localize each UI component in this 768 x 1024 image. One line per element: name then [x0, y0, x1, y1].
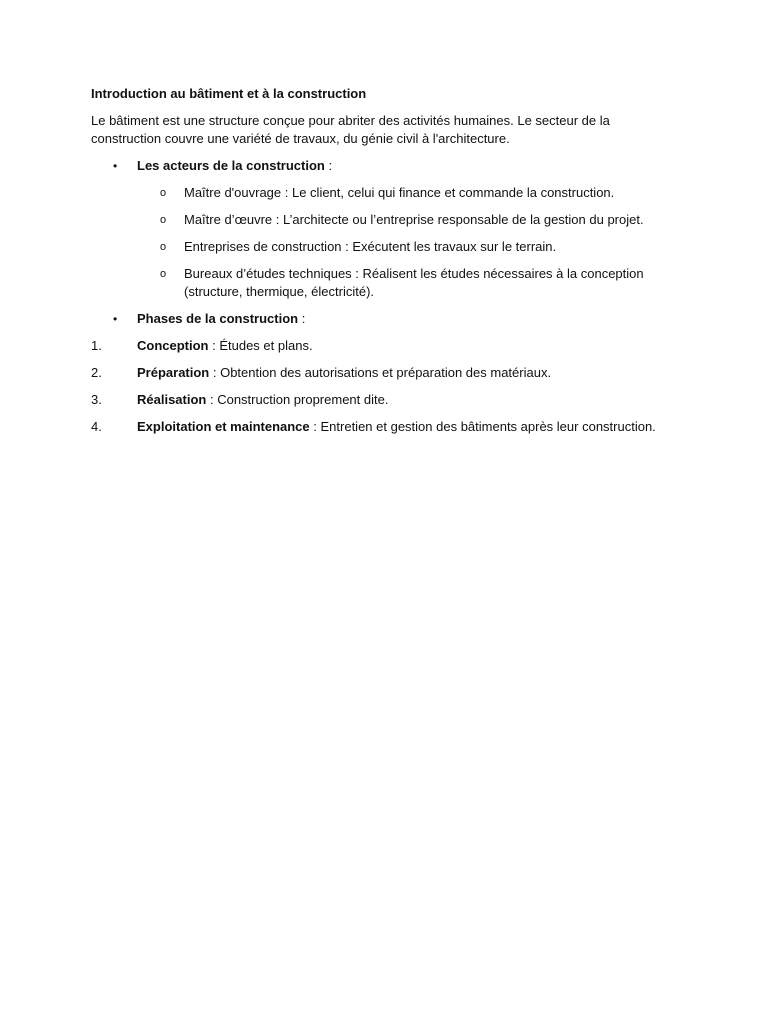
intro-paragraph: Le bâtiment est une structure conçue pour abriter des activités humaines. Le secteur de la construction couvre une variété de travaux, du génie civil à l'architecture. [91, 113, 610, 146]
item-description: : Construction proprement dite. [206, 392, 389, 407]
numbered-item [91, 418, 681, 436]
circle-bullet-icon: o [160, 241, 167, 253]
numbered-item [91, 337, 681, 355]
section-phases-label: Phases de la construction [137, 311, 299, 326]
list-item-text: Bureaux d’études techniques : Réalisent les études nécessaires à la conception (structure, thermique, électricité). [184, 266, 644, 299]
item-number: 3. [91, 392, 102, 407]
list-item-text: Maître d'ouvrage : Le client, celui qui finance et commande la construction. [184, 185, 615, 200]
section-actors-suffix: : [324, 158, 333, 173]
item-number: 1. [91, 338, 102, 353]
numbered-item [91, 364, 681, 382]
item-term: Préparation [137, 365, 210, 380]
list-item [91, 265, 681, 301]
item-number: 4. [91, 419, 102, 434]
item-number: 2. [91, 365, 102, 380]
bullet-icon: • [113, 312, 118, 326]
list-item [91, 211, 681, 229]
list-item-text: Maître d’œuvre : L’architecte ou l’entreprise responsable de la gestion du projet. [184, 212, 644, 227]
section-actors-heading [91, 157, 681, 175]
document-title: Introduction au bâtiment et à la construction [91, 86, 367, 101]
item-description: : Obtention des autorisations et préparation des matériaux. [209, 365, 552, 380]
item-description: : Entretien et gestion des bâtiments après leur construction. [309, 419, 656, 434]
document-page [91, 85, 681, 445]
numbered-item [91, 391, 681, 409]
list-item [91, 184, 681, 202]
actors-list [91, 184, 681, 301]
item-description: : Études et plans. [208, 338, 313, 353]
circle-bullet-icon: o [160, 187, 167, 199]
circle-bullet-icon: o [160, 268, 167, 280]
bullet-icon: • [113, 159, 118, 173]
section-phases-suffix: : [298, 311, 306, 326]
item-term: Exploitation et maintenance [137, 419, 310, 434]
section-phases-heading [91, 310, 681, 328]
phases-list [91, 337, 681, 436]
circle-bullet-icon: o [160, 214, 167, 226]
section-actors-label: Les acteurs de la construction [137, 158, 325, 173]
list-item-text: Entreprises de construction : Exécutent les travaux sur le terrain. [184, 239, 557, 254]
list-item [91, 238, 681, 256]
item-term: Réalisation [137, 392, 207, 407]
item-term: Conception [137, 338, 209, 353]
